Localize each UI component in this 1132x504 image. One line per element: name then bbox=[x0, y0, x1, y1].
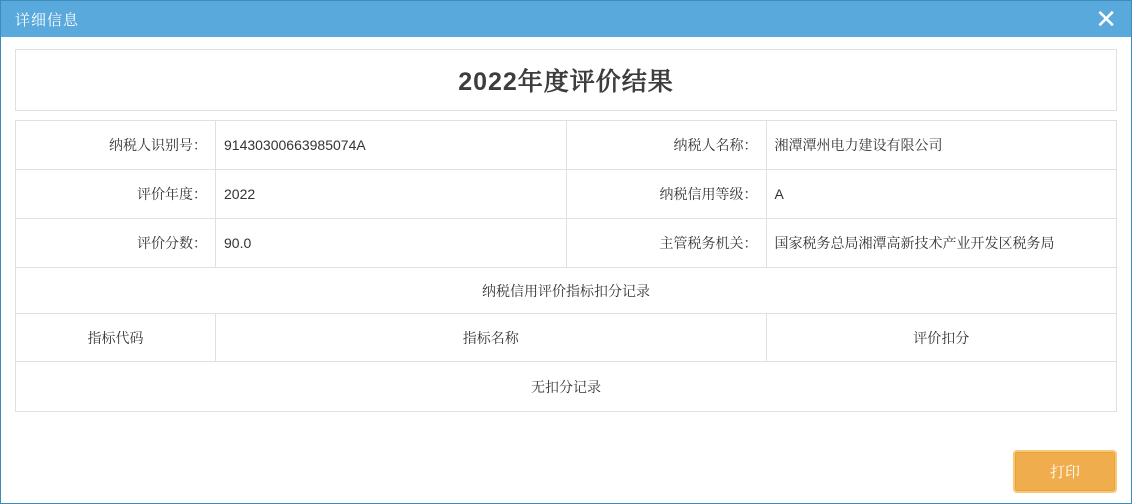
dialog-footer bbox=[1, 438, 1131, 503]
document-title-container bbox=[15, 49, 1117, 111]
close-icon[interactable]: ✕ bbox=[1095, 4, 1117, 34]
taxpayer-id-label: 纳税人识别号： bbox=[16, 121, 216, 170]
taxpayer-id-value: 91430300663985074A bbox=[216, 121, 567, 170]
page-title: 2022年度评价结果 bbox=[458, 68, 674, 96]
deduction-empty-row bbox=[16, 362, 1117, 412]
taxpayer-name-value: 湘潭潭州电力建设有限公司 bbox=[766, 121, 1117, 170]
tax-authority-label: 主管税务机关： bbox=[566, 219, 766, 268]
section-title-row bbox=[16, 268, 1117, 314]
deduction-table-header bbox=[16, 314, 1117, 362]
evaluation-info-table bbox=[15, 120, 1117, 412]
print-button[interactable]: 打印 bbox=[1015, 452, 1115, 491]
evaluation-score-value: 90.0 bbox=[216, 219, 567, 268]
table-row bbox=[16, 121, 1117, 170]
dialog-body bbox=[1, 37, 1131, 438]
column-header-name: 指标名称 bbox=[216, 314, 767, 362]
column-header-score: 评价扣分 bbox=[766, 314, 1117, 362]
credit-rating-label: 纳税信用等级： bbox=[566, 170, 766, 219]
dialog-title: 详细信息 bbox=[15, 11, 80, 29]
table-row bbox=[16, 170, 1117, 219]
empty-record-text: 无扣分记录 bbox=[16, 362, 1117, 412]
tax-authority-value: 国家税务总局湘潭高新技术产业开发区税务局 bbox=[766, 219, 1117, 268]
evaluation-score-label: 评价分数： bbox=[16, 219, 216, 268]
evaluation-year-value: 2022 bbox=[216, 170, 567, 219]
deduction-section-title: 纳税信用评价指标扣分记录 bbox=[16, 268, 1117, 314]
evaluation-year-label: 评价年度： bbox=[16, 170, 216, 219]
taxpayer-name-label: 纳税人名称： bbox=[566, 121, 766, 170]
table-row bbox=[16, 219, 1117, 268]
credit-rating-value: A bbox=[766, 170, 1117, 219]
dialog-title-bar bbox=[1, 1, 1131, 37]
column-header-code: 指标代码 bbox=[16, 314, 216, 362]
